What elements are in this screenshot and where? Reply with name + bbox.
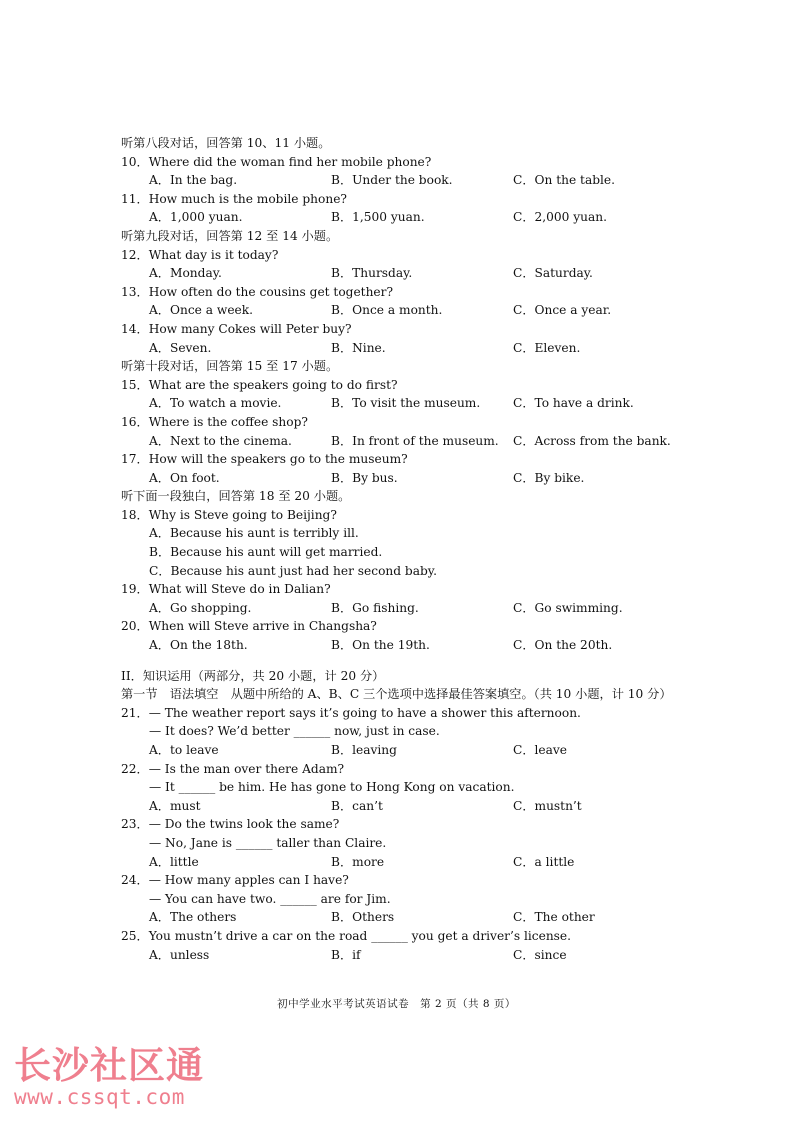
question: 18．Why is Steve going to Beijing?: [121, 507, 337, 522]
option-a: A．In the bag.: [149, 173, 238, 188]
option-b: B．1,500 yuan.: [331, 210, 425, 225]
option-b: B．Under the book.: [331, 173, 453, 188]
option-b: B．Thursday.: [331, 266, 413, 281]
option-c: C．On the 20th.: [513, 638, 613, 653]
options-row: [121, 432, 681, 451]
question: 15．What are the speakers going to do first?: [121, 377, 398, 392]
option-c: C．The other: [513, 910, 595, 925]
options-row: [121, 394, 681, 413]
option-c: C．Go swimming.: [513, 600, 623, 615]
option-c: C．Saturday.: [513, 266, 593, 281]
question: 21．— The weather report says it’s going to have a shower this afternoon.: [121, 705, 581, 720]
question: 13．How often do the cousins get together?: [121, 284, 393, 299]
question-line: A．Because his aunt is terribly ill.: [149, 526, 359, 541]
option-b: B．leaving: [331, 743, 397, 757]
question: 24．— How many apples can I have?: [121, 873, 349, 888]
option-a: A．Go shopping.: [149, 600, 252, 615]
option-c: C．leave: [513, 743, 567, 757]
option-a: A．The others: [149, 910, 237, 925]
options-row: [121, 946, 681, 965]
option-b: B．Others: [331, 910, 395, 925]
question: 25．You mustn’t drive a car on the road ______ you get a driver’s license.: [121, 928, 572, 943]
options-row: [121, 208, 681, 227]
option-c: C．Across from the bank.: [513, 433, 671, 448]
question-line: — No, Jane is ______ taller than Claire.: [149, 835, 387, 850]
option-a: A．On the 18th.: [149, 638, 248, 653]
question-line: — It ______ be him. He has gone to Hong Kong on vacation.: [149, 780, 515, 795]
option-c: C．Eleven.: [513, 340, 581, 355]
options-row: [121, 469, 681, 488]
option-b: B．To visit the museum.: [331, 396, 481, 411]
watermark-site-name: 长沙社区通: [14, 1044, 204, 1087]
options-row: [121, 797, 681, 816]
question: 22．— Is the man over there Adam?: [121, 761, 345, 776]
options-row: [121, 636, 681, 655]
exam-content: [121, 134, 681, 964]
question-line: — You can have two. ______ are for Jim.: [149, 891, 391, 906]
option-a: A．to leave: [149, 743, 219, 757]
option-c: C．To have a drink.: [513, 396, 634, 411]
question-line: — It does? We’d better ______ now, just in case.: [149, 724, 440, 739]
question: 20．When will Steve arrive in Changsha?: [121, 619, 377, 634]
question: 16．Where is the coffee shop?: [121, 414, 308, 429]
options-row: [121, 599, 681, 618]
option-a: A．Monday.: [149, 266, 222, 281]
section-instructions: 第一节 语法填空 从题中所给的 A、B、C 三个选项中选择最佳答案填空。（共 10 小题，计 10 分）: [121, 687, 672, 702]
question-line: B．Because his aunt will get married.: [149, 545, 383, 560]
option-a: A．To watch a movie.: [149, 396, 282, 411]
section-heading: II．知识运用（两部分，共 20 小题，计 20 分）: [121, 668, 385, 683]
option-a: A．unless: [149, 947, 210, 962]
question: 10．Where did the woman find her mobile phone?: [121, 154, 432, 169]
option-b: B．can’t: [331, 798, 383, 813]
option-c: C．By bike.: [513, 470, 585, 485]
option-b: B．Go fishing.: [331, 600, 419, 615]
options-row: [121, 339, 681, 358]
option-b: B．On the 19th.: [331, 638, 430, 653]
options-row: [121, 301, 681, 320]
option-b: B．By bus.: [331, 470, 398, 485]
option-b: B．Nine.: [331, 340, 386, 355]
option-c: C．On the table.: [513, 173, 616, 188]
options-row: [121, 908, 681, 927]
section-heading: 听下面一段独白，回答第 18 至 20 小题。: [121, 489, 351, 504]
watermark-logo: [14, 1046, 204, 1108]
section-heading: 听第八段对话，回答第 10、11 小题。: [121, 136, 331, 150]
option-c: C．mustn’t: [513, 798, 582, 813]
option-c: C．a little: [513, 854, 575, 869]
section-heading: 听第九段对话，回答第 12 至 14 小题。: [121, 228, 339, 243]
section-heading: 听第十段对话，回答第 15 至 17 小题。: [121, 359, 339, 374]
question: 17．How will the speakers go to the museum?: [121, 452, 408, 467]
question: 23．— Do the twins look the same?: [121, 817, 340, 832]
options-row: [121, 171, 681, 190]
option-b: B．if: [331, 947, 361, 962]
option-a: A．little: [149, 854, 199, 869]
option-b: B．In front of the museum.: [331, 433, 499, 448]
option-a: A．Seven.: [149, 340, 212, 355]
watermark-url: www.cssqt.com: [14, 1085, 185, 1109]
page-footer: 初中学业水平考试英语试卷 第 2 页（共 8 页）: [277, 998, 516, 1010]
option-c: C．Once a year.: [513, 303, 612, 318]
option-a: A．Once a week.: [149, 303, 253, 318]
option-b: B．more: [331, 854, 385, 869]
question: 11．How much is the mobile phone?: [121, 191, 347, 206]
option-c: C．since: [513, 947, 567, 962]
option-a: A．Next to the cinema.: [149, 433, 292, 448]
option-c: C．2,000 yuan.: [513, 210, 608, 225]
options-row: [121, 264, 681, 283]
options-row: [121, 741, 681, 760]
question: 12．What day is it today?: [121, 247, 279, 262]
option-a: A．On foot.: [149, 470, 220, 485]
options-row: [121, 853, 681, 872]
option-a: A．must: [149, 798, 201, 813]
question: 14．How many Cokes will Peter buy?: [121, 321, 352, 336]
option-a: A．1,000 yuan.: [149, 210, 243, 225]
option-b: B．Once a month.: [331, 303, 443, 318]
question-line: C．Because his aunt just had her second baby.: [149, 563, 437, 578]
spacer: [121, 655, 681, 667]
question: 19．What will Steve do in Dalian?: [121, 582, 331, 597]
